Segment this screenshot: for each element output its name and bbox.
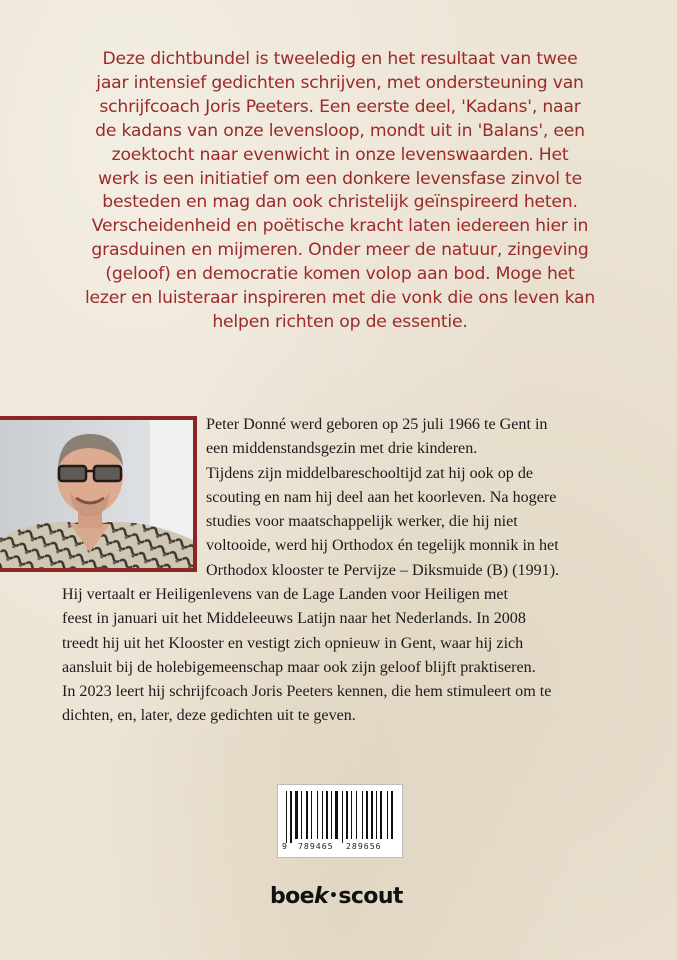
barcode-bar [317,791,318,839]
blurb-line: Deze dichtbundel is tweeledig en het resultaat van twee [102,49,578,69]
bio-line: Hij vertaalt er Heiligenlevens van de Lage Landen voor Heiligen met [62,586,508,603]
bio-line: dichten, en, later, deze gedichten uit te geven. [62,707,356,725]
bio-line: aansluit bij de holebigemeenschap maar ook zijn geloof blijft praktiseren. [62,658,536,676]
author-bio-top [206,413,626,583]
blurb-line: de kadans van onze levensloop, mondt uit in 'Balans', een [95,120,585,141]
barcode-bar [351,791,352,839]
barcode-bar [295,791,298,839]
barcode-bar [335,791,338,839]
blurb-line: zoektocht naar evenwicht in onze levenswaarden. Het [111,144,569,165]
barcode-bar [342,791,343,843]
bio-line: Tijdens zijn middelbareschooltijd zat hij ook op de [206,464,534,482]
logo-text-scout: scout [338,884,403,909]
isbn-digits-left: 789465 [298,841,334,851]
isbn-digits [278,841,402,853]
logo-dot: • [329,888,338,904]
bio-line: treedt hij uit het Klooster en vestigt zich opnieuw in Gent, waar hij zich [62,634,524,652]
barcode-bar [286,791,287,843]
publisher-logo [270,884,410,914]
barcode-bar [366,791,368,839]
barcode-bar [356,791,357,839]
blurb-line: Verscheidenheid en poëtische kracht laten iedereen hier in [91,216,589,237]
blurb-line: schrijfcoach Joris Peeters. Een eerste deel, 'Kadans', naar [99,96,581,117]
barcode-bar [362,791,363,839]
barcode-bar [391,791,393,839]
blurb [62,48,618,335]
barcode-bar [306,791,308,839]
blurb-line: helpen richten op de essentie. [212,311,468,332]
author-photo [0,416,197,572]
barcode-bar [387,791,388,839]
barcode-bar [290,791,292,843]
barcode-bar [371,791,373,839]
isbn-digit-first: 9 [282,841,287,851]
barcode-bar [331,791,332,839]
isbn-barcode [277,784,403,858]
isbn-digits-right: 289656 [346,841,382,851]
barcode-bar [322,791,323,839]
blurb-line: jaar intensief gedichten schrijven, met ondersteuning van [96,72,584,93]
bio-line: In 2023 leert hij schrijfcoach Joris Peeters kennen, die hem stimuleert om te [62,683,552,701]
blurb-line: besteden en mag dan ook christelijk geïnspireerd heten. [102,192,578,213]
bio-line: Orthodox klooster te Pervijze – Diksmuide (B) (1991). [206,561,560,579]
barcode-bar [311,791,312,839]
barcode-bar [380,791,382,839]
blurb-line: werk is een initiatief om een donkere levensfase zinvol te [98,168,582,189]
blurb-line: lezer en luisteraar inspireren met die vonk die ons leven kan [84,288,596,309]
blurb-line: (geloof) en democratie komen volop aan bod. Moge het [105,264,575,285]
barcode-bars [278,785,402,843]
barcode-bar [301,791,302,839]
author-bio-bottom [62,583,632,729]
barcode-bar [376,791,377,839]
barcode-bar [326,791,328,839]
bio-line: feest in januari uit het Middeleeuws Latijn naar het Nederlands. In 2008 [62,610,526,628]
author-portrait-illustration [0,420,193,568]
blurb-line: grasduinen en mijmeren. Onder meer de natuur, zingeving [91,240,589,261]
barcode-bar [346,791,348,839]
bio-line: scouting en nam hij deel aan het koorleven. Na hogere [206,488,557,506]
bio-line: een middenstandsgezin met drie kinderen. [206,440,478,458]
bio-line: studies voor maatschappelijk werker, die hij niet [206,513,518,531]
logo-text-boe: boe [270,884,314,909]
logo-text-k: k [313,884,329,909]
bio-line: voltooide, werd hij Orthodox én tegelijk monnik in het [206,537,559,555]
bio-line: Peter Donné werd geboren op 25 juli 1966 te Gent in [206,416,548,433]
